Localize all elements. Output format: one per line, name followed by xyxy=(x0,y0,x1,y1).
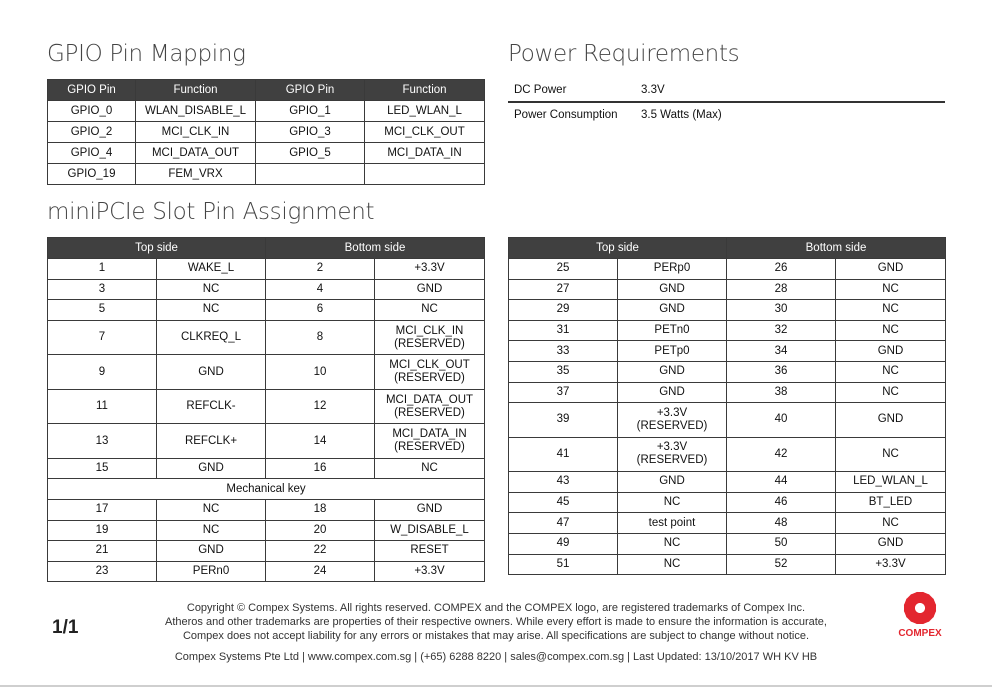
table-row xyxy=(48,458,485,479)
table-cell: PETn0 xyxy=(618,320,727,341)
mechanical-key-row xyxy=(48,479,485,500)
table-cell: 20 xyxy=(266,520,375,541)
table-cell: 49 xyxy=(509,533,618,554)
table-cell: 25 xyxy=(509,259,618,280)
power-value: 3.3V xyxy=(641,84,665,96)
table-cell: 21 xyxy=(48,541,157,562)
table-cell: RESET xyxy=(375,541,485,562)
table-cell: 27 xyxy=(509,279,618,300)
table-row xyxy=(48,424,485,459)
table-cell: GND xyxy=(375,499,485,520)
table-cell: MCI_CLK_IN (RESERVED) xyxy=(375,320,485,355)
table-cell: 23 xyxy=(48,561,157,582)
table-row xyxy=(509,382,946,403)
table-row xyxy=(48,300,485,321)
table-cell: +3.3V (RESERVED) xyxy=(618,437,727,472)
table-row xyxy=(509,341,946,362)
table-cell: GPIO_0 xyxy=(48,101,136,122)
table-cell: REFCLK+ xyxy=(157,424,266,459)
table-cell: 51 xyxy=(509,554,618,575)
power-row xyxy=(508,103,945,127)
power-requirements xyxy=(508,79,945,127)
table-cell: 50 xyxy=(727,533,836,554)
table-row xyxy=(48,122,485,143)
table-cell: GND xyxy=(836,403,946,438)
table-cell: 13 xyxy=(48,424,157,459)
table-cell: 29 xyxy=(509,300,618,321)
table-cell: 47 xyxy=(509,513,618,534)
gpio-header-cell: Function xyxy=(136,80,256,101)
table-cell: MCI_DATA_IN xyxy=(365,143,485,164)
table-cell: 32 xyxy=(727,320,836,341)
bottom-side-header: Bottom side xyxy=(266,238,485,259)
power-label: DC Power xyxy=(514,84,567,96)
table-cell: 34 xyxy=(727,341,836,362)
table-cell: 41 xyxy=(509,437,618,472)
table-cell: 4 xyxy=(266,279,375,300)
table-cell: NC xyxy=(618,533,727,554)
table-cell: 7 xyxy=(48,320,157,355)
table-cell: NC xyxy=(836,437,946,472)
table-cell: MCI_DATA_IN (RESERVED) xyxy=(375,424,485,459)
table-cell: 35 xyxy=(509,361,618,382)
table-cell: GND xyxy=(618,279,727,300)
table-cell: LED_WLAN_L xyxy=(365,101,485,122)
table-row xyxy=(509,492,946,513)
table-cell: CLKREQ_L xyxy=(157,320,266,355)
table-cell: +3.3V (RESERVED) xyxy=(618,403,727,438)
power-section-title: Power Requirements xyxy=(508,41,740,67)
table-cell: GND xyxy=(157,355,266,390)
table-row xyxy=(48,164,485,185)
table-cell: LED_WLAN_L xyxy=(836,472,946,493)
table-row xyxy=(48,541,485,562)
table-cell: NC xyxy=(836,513,946,534)
table-cell: 30 xyxy=(727,300,836,321)
logo-wordmark: COMPEX xyxy=(898,628,942,639)
table-cell: 12 xyxy=(266,389,375,424)
gpio-header-cell: GPIO Pin xyxy=(256,80,365,101)
table-cell: GND xyxy=(157,458,266,479)
table-cell: NC xyxy=(836,382,946,403)
contact-line: Compex Systems Pte Ltd | www.compex.com.sg | (+65) 6288 8220 | sales@compex.com.sg | Last Updated: 13/10/2017 WH KV HB xyxy=(174,651,818,663)
table-cell: GND xyxy=(618,300,727,321)
table-row xyxy=(509,472,946,493)
slot-pin-table-right xyxy=(508,237,946,575)
table-cell: 36 xyxy=(727,361,836,382)
compex-logo xyxy=(894,590,946,640)
table-row xyxy=(48,259,485,280)
table-cell: 2 xyxy=(266,259,375,280)
table-cell: GPIO_19 xyxy=(48,164,136,185)
table-cell xyxy=(365,164,485,185)
pin-header-row xyxy=(48,238,485,259)
table-cell: 42 xyxy=(727,437,836,472)
table-cell: 45 xyxy=(509,492,618,513)
table-cell: GPIO_2 xyxy=(48,122,136,143)
table-cell: NC xyxy=(375,300,485,321)
table-cell: BT_LED xyxy=(836,492,946,513)
table-cell: FEM_VRX xyxy=(136,164,256,185)
table-row xyxy=(48,561,485,582)
table-cell: MCI_CLK_IN xyxy=(136,122,256,143)
table-cell: MCI_CLK_OUT xyxy=(365,122,485,143)
slot-section-title: miniPCIe Slot Pin Assignment xyxy=(47,199,375,225)
gpio-section-title: GPIO Pin Mapping xyxy=(47,41,246,67)
table-cell: +3.3V xyxy=(836,554,946,575)
table-cell: 31 xyxy=(509,320,618,341)
table-row xyxy=(509,361,946,382)
table-cell: 1 xyxy=(48,259,157,280)
table-cell: 26 xyxy=(727,259,836,280)
table-cell: +3.3V xyxy=(375,259,485,280)
table-row xyxy=(509,437,946,472)
table-cell: 19 xyxy=(48,520,157,541)
table-row xyxy=(509,554,946,575)
table-cell: 18 xyxy=(266,499,375,520)
table-cell: 38 xyxy=(727,382,836,403)
table-cell: 44 xyxy=(727,472,836,493)
table-cell: GPIO_3 xyxy=(256,122,365,143)
table-cell: NC xyxy=(836,361,946,382)
table-cell: GND xyxy=(157,541,266,562)
gpio-header-cell: Function xyxy=(365,80,485,101)
table-cell: 3 xyxy=(48,279,157,300)
table-row xyxy=(509,279,946,300)
table-cell: 10 xyxy=(266,355,375,390)
table-cell: PERp0 xyxy=(618,259,727,280)
power-label: Power Consumption xyxy=(514,109,618,121)
table-cell: 15 xyxy=(48,458,157,479)
table-row xyxy=(509,533,946,554)
table-row xyxy=(509,320,946,341)
table-row xyxy=(48,355,485,390)
table-cell: +3.3V xyxy=(375,561,485,582)
bottom-side-header: Bottom side xyxy=(727,238,946,259)
table-cell: MCI_DATA_OUT (RESERVED) xyxy=(375,389,485,424)
table-cell: NC xyxy=(836,279,946,300)
table-row xyxy=(509,403,946,438)
table-cell: GND xyxy=(618,472,727,493)
table-cell: 28 xyxy=(727,279,836,300)
table-row xyxy=(509,300,946,321)
top-side-header: Top side xyxy=(48,238,266,259)
table-cell: GPIO_5 xyxy=(256,143,365,164)
table-cell: NC xyxy=(618,554,727,575)
table-cell: 33 xyxy=(509,341,618,362)
table-cell: 52 xyxy=(727,554,836,575)
table-cell: GPIO_1 xyxy=(256,101,365,122)
slot-pin-table-left xyxy=(47,237,485,582)
table-cell: 17 xyxy=(48,499,157,520)
table-row xyxy=(48,320,485,355)
table-cell: NC xyxy=(157,499,266,520)
table-cell: GND xyxy=(836,533,946,554)
table-cell: NC xyxy=(836,300,946,321)
table-cell: 6 xyxy=(266,300,375,321)
table-cell: 48 xyxy=(727,513,836,534)
table-cell: 14 xyxy=(266,424,375,459)
table-row xyxy=(48,389,485,424)
table-cell: 39 xyxy=(509,403,618,438)
table-cell: NC xyxy=(375,458,485,479)
gpio-table xyxy=(47,79,485,185)
copyright-line: Atheros and other trademarks are properties of their respective owners. While every effort is made to ensure the information is accurate, xyxy=(165,616,827,628)
table-cell: GND xyxy=(836,259,946,280)
table-cell: 16 xyxy=(266,458,375,479)
gpio-header-row xyxy=(48,80,485,101)
table-cell: GND xyxy=(618,361,727,382)
table-row xyxy=(48,143,485,164)
table-cell: MCI_DATA_OUT xyxy=(136,143,256,164)
copyright-notice xyxy=(150,601,842,643)
gpio-header-cell: GPIO Pin xyxy=(48,80,136,101)
table-row xyxy=(48,499,485,520)
table-cell: GPIO_4 xyxy=(48,143,136,164)
table-cell: MCI_CLK_OUT (RESERVED) xyxy=(375,355,485,390)
table-cell: 24 xyxy=(266,561,375,582)
table-cell: 37 xyxy=(509,382,618,403)
table-cell: PERn0 xyxy=(157,561,266,582)
table-cell: 9 xyxy=(48,355,157,390)
table-row xyxy=(48,101,485,122)
table-cell: 8 xyxy=(266,320,375,355)
table-cell: GND xyxy=(375,279,485,300)
table-cell: PETp0 xyxy=(618,341,727,362)
pin-header-row xyxy=(509,238,946,259)
table-cell xyxy=(256,164,365,185)
table-cell: GND xyxy=(836,341,946,362)
table-row xyxy=(48,520,485,541)
table-cell: 11 xyxy=(48,389,157,424)
table-row xyxy=(509,513,946,534)
table-cell: NC xyxy=(618,492,727,513)
table-row xyxy=(48,279,485,300)
page-number: 1/1 xyxy=(52,617,79,638)
table-cell: REFCLK- xyxy=(157,389,266,424)
table-row xyxy=(509,259,946,280)
table-cell: 5 xyxy=(48,300,157,321)
table-cell: 43 xyxy=(509,472,618,493)
table-cell: WLAN_DISABLE_L xyxy=(136,101,256,122)
table-cell: 46 xyxy=(727,492,836,513)
copyright-line: Copyright © Compex Systems. All rights reserved. COMPEX and the COMPEX logo, are registered trademarks of Compex Inc. xyxy=(186,602,806,614)
table-cell: 40 xyxy=(727,403,836,438)
table-cell: NC xyxy=(157,520,266,541)
table-cell: 22 xyxy=(266,541,375,562)
table-cell: NC xyxy=(836,320,946,341)
table-cell: GND xyxy=(618,382,727,403)
table-cell: NC xyxy=(157,300,266,321)
mechanical-key-cell: Mechanical key xyxy=(48,479,485,500)
table-cell: test point xyxy=(618,513,727,534)
power-row xyxy=(508,79,945,103)
top-side-header: Top side xyxy=(509,238,727,259)
table-cell: W_DISABLE_L xyxy=(375,520,485,541)
power-value: 3.5 Watts (Max) xyxy=(641,109,722,121)
copyright-line: Compex does not accept liability for any errors or mistakes that may arise. All specifications are subject to change without notice. xyxy=(182,630,810,642)
table-cell: WAKE_L xyxy=(157,259,266,280)
table-cell: NC xyxy=(157,279,266,300)
